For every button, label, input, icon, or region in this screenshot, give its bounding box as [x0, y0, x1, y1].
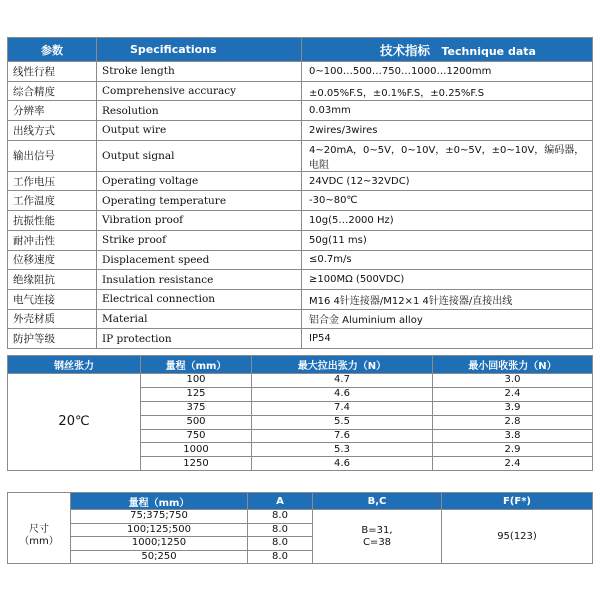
size-range-cell: 100;125;500 — [71, 523, 248, 537]
technique-data-header — [302, 38, 593, 62]
max-tension-cell: 7.4 — [252, 401, 433, 415]
wire-tension-table — [7, 355, 593, 471]
a-cell: 8.0 — [248, 523, 313, 537]
f-cell: 95(123) — [442, 510, 593, 564]
a-header: A — [248, 493, 313, 510]
spec-param-zh: 工作温度 — [8, 191, 97, 211]
max-tension-cell: 4.6 — [252, 457, 433, 471]
spec-row — [8, 270, 593, 290]
spec-row — [8, 121, 593, 141]
spec-row — [8, 289, 593, 309]
size-range-cell: 50;250 — [71, 550, 248, 564]
spec-param-zh: 综合精度 — [8, 81, 97, 101]
range-cell: 1250 — [141, 457, 252, 471]
spec-param-zh: 抗振性能 — [8, 211, 97, 231]
spec-value: 50g(11 ms) — [302, 230, 593, 250]
spec-value: 10g(5…2000 Hz) — [302, 211, 593, 231]
size-label-line1: 尺寸 — [29, 524, 49, 536]
bc-header: B,C — [313, 493, 442, 510]
spec-value: 24VDC (12~32VDC) — [302, 171, 593, 191]
spec-param-en: IP protection — [97, 329, 302, 349]
spec-value: IP54 — [302, 329, 593, 349]
spec-param-zh: 外壳材质 — [8, 309, 97, 329]
spec-value: 0~100…500…750…1000…1200mm — [302, 62, 593, 82]
spec-param-en: Displacement speed — [97, 250, 302, 270]
spec-param-en: Insulation resistance — [97, 270, 302, 290]
size-range-cell: 75;375;750 — [71, 510, 248, 524]
size-range-header: 量程（mm） — [71, 493, 248, 510]
spec-param-zh: 耐冲击性 — [8, 230, 97, 250]
bc-line1: B=31, — [361, 524, 393, 536]
spec-value: 铝合金 Aluminium alloy — [302, 309, 593, 329]
min-tension-cell: 2.8 — [433, 415, 593, 429]
spec-param-zh: 绝缘阻抗 — [8, 270, 97, 290]
spec-param-en: Electrical connection — [97, 289, 302, 309]
blank-header — [8, 493, 71, 510]
range-cell: 100 — [141, 374, 252, 388]
min-retract-tension-header: 最小回收张力（N） — [433, 356, 593, 374]
spec-row — [8, 101, 593, 121]
range-cell: 375 — [141, 401, 252, 415]
a-cell: 8.0 — [248, 537, 313, 551]
spec-param-en: Stroke length — [97, 62, 302, 82]
spec-value: 4~20mA，0~5V，0~10V，±0~5V，±0~10V，编码器，电阻 — [302, 140, 593, 171]
min-tension-cell: 2.9 — [433, 443, 593, 457]
range-cell: 1000 — [141, 443, 252, 457]
spec-param-zh: 位移速度 — [8, 250, 97, 270]
tension-header-row — [8, 356, 593, 374]
table-row — [8, 374, 593, 388]
spec-param-zh: 输出信号 — [8, 140, 97, 171]
min-tension-cell: 2.4 — [433, 387, 593, 401]
spec-value: -30~80℃ — [302, 191, 593, 211]
a-cell: 8.0 — [248, 510, 313, 524]
size-label — [8, 510, 71, 564]
spec-param-zh: 出线方式 — [8, 121, 97, 141]
f-header: F(F*) — [442, 493, 593, 510]
spec-param-en: Vibration proof — [97, 211, 302, 231]
spec-param-en: Output wire — [97, 121, 302, 141]
min-tension-cell: 3.0 — [433, 374, 593, 388]
max-tension-cell: 7.6 — [252, 429, 433, 443]
spec-param-zh: 电气连接 — [8, 289, 97, 309]
max-tension-cell: 5.5 — [252, 415, 433, 429]
spec-row — [8, 62, 593, 82]
temperature-label: 20℃ — [8, 374, 141, 471]
spec-value: 0.03mm — [302, 101, 593, 121]
spec-value: 2wires/3wires — [302, 121, 593, 141]
range-cell: 500 — [141, 415, 252, 429]
bc-cell — [313, 510, 442, 564]
bc-line2: C=38 — [362, 536, 392, 548]
table-row — [8, 510, 593, 524]
spec-row — [8, 329, 593, 349]
min-tension-cell: 3.9 — [433, 401, 593, 415]
param-header: 参数 — [8, 38, 97, 62]
size-header-row — [8, 493, 593, 510]
dimensions-table — [7, 492, 593, 564]
spec-value: ≤0.7m/s — [302, 250, 593, 270]
spec-param-zh: 线性行程 — [8, 62, 97, 82]
range-cell: 125 — [141, 387, 252, 401]
size-range-cell: 1000;1250 — [71, 537, 248, 551]
min-tension-cell: 3.8 — [433, 429, 593, 443]
max-tension-cell: 5.3 — [252, 443, 433, 457]
min-tension-cell: 2.4 — [433, 457, 593, 471]
spec-param-en: Material — [97, 309, 302, 329]
max-tension-cell: 4.7 — [252, 374, 433, 388]
spec-value: ±0.05%F.S，±0.1%F.S，±0.25%F.S — [302, 81, 593, 101]
spec-param-en: Comprehensive accuracy — [97, 81, 302, 101]
range-cell: 750 — [141, 429, 252, 443]
spec-param-en: Output signal — [97, 140, 302, 171]
spec-value: ≥100MΩ (500VDC) — [302, 270, 593, 290]
wire-tension-header: 钢丝张力 — [8, 356, 141, 374]
spec-row — [8, 81, 593, 101]
spec-value: M16 4针连接器/M12×1 4针连接器/直接出线 — [302, 289, 593, 309]
spec-param-zh: 防护等级 — [8, 329, 97, 349]
spec-param-en: Operating voltage — [97, 171, 302, 191]
specifications-table — [7, 37, 593, 349]
spec-param-en: Strike proof — [97, 230, 302, 250]
max-pull-tension-header: 最大拉出张力（N） — [252, 356, 433, 374]
size-label-line2: （mm） — [19, 536, 59, 548]
spec-row — [8, 250, 593, 270]
spec-row — [8, 309, 593, 329]
spec-row — [8, 191, 593, 211]
technique-data-header-zh: 技术指标 — [380, 42, 431, 58]
spec-row — [8, 171, 593, 191]
max-tension-cell: 4.6 — [252, 387, 433, 401]
specifications-header: Specifications — [97, 38, 302, 62]
range-header: 量程（mm） — [141, 356, 252, 374]
spec-header-row — [8, 38, 593, 62]
spec-param-en: Resolution — [97, 101, 302, 121]
spec-param-zh: 分辨率 — [8, 101, 97, 121]
spec-row — [8, 211, 593, 231]
spec-param-zh: 工作电压 — [8, 171, 97, 191]
spec-row — [8, 230, 593, 250]
a-cell: 8.0 — [248, 550, 313, 564]
spec-row — [8, 140, 593, 171]
spec-param-en: Operating temperature — [97, 191, 302, 211]
technique-data-header-en: Technique data — [441, 44, 536, 58]
